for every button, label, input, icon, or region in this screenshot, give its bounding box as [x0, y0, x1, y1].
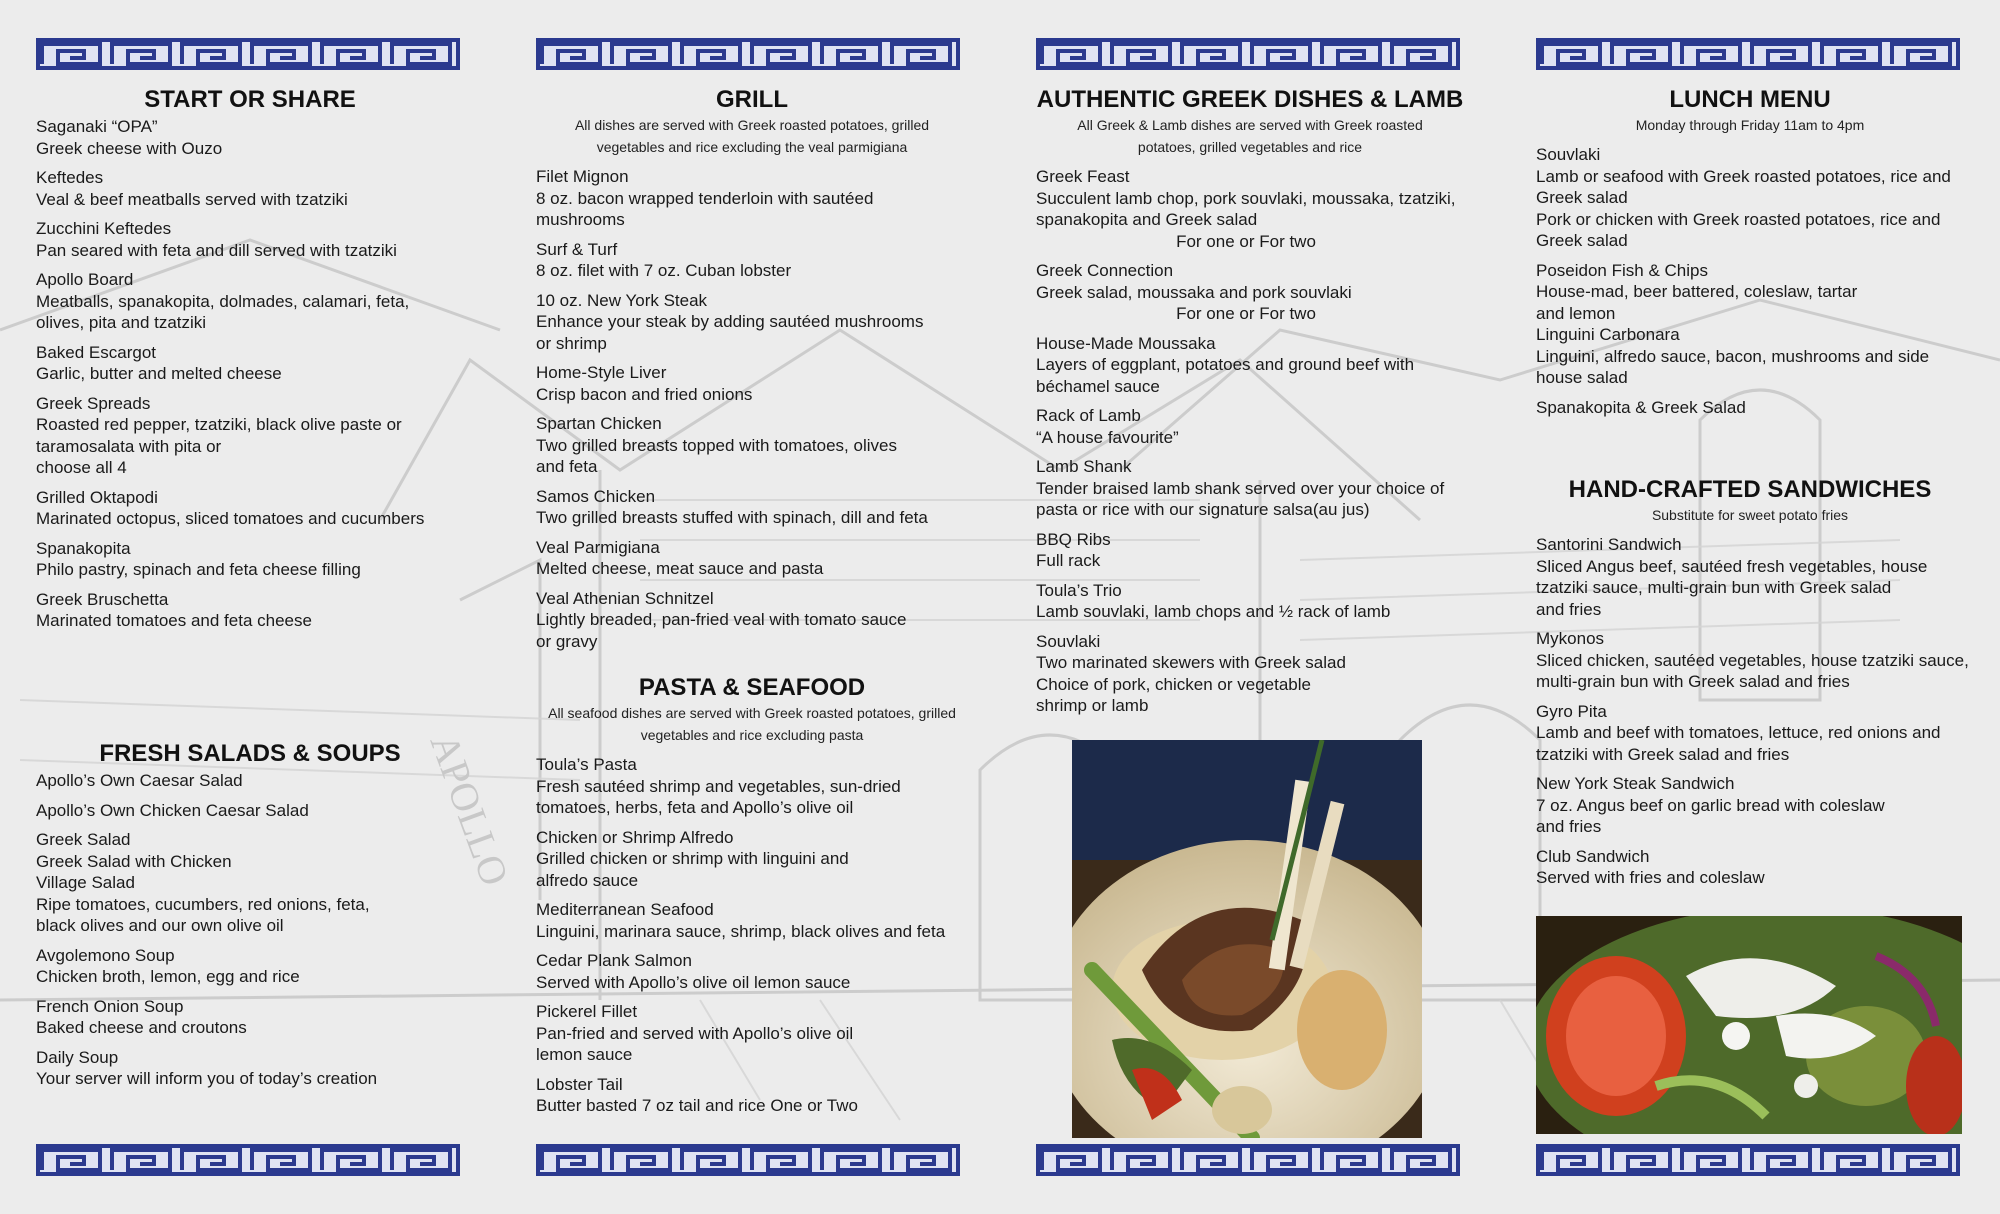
section-items	[1536, 534, 1976, 889]
section-title: FRESH SALADS & SOUPS	[99, 740, 401, 767]
section-title: HAND-CRAFTED SANDWICHES	[1568, 476, 1932, 503]
menu-item-description: Fresh sautéed shrimp and vegetables, sun-dried	[536, 776, 901, 796]
menu-item	[536, 290, 976, 355]
menu-item	[1536, 773, 1976, 838]
greek-key-border-bottom	[36, 1144, 460, 1176]
menu-item-description: Lightly breaded, pan-fried veal with tomato sauce	[536, 610, 907, 629]
menu-item-description: Marinated octopus, sliced tomatoes and cucumbers	[36, 509, 425, 528]
menu-item-name: House-Made Moussaka	[1036, 333, 1216, 353]
menu-item-description: and fries	[1536, 599, 1602, 619]
section-title: PASTA & SEAFOOD	[638, 674, 866, 701]
menu-item-description: alfredo sauce	[536, 870, 639, 890]
menu-item	[536, 1001, 976, 1066]
menu-item-description: “A house favourite”	[1036, 427, 1179, 447]
menu-item-name: BBQ Ribs	[1036, 529, 1111, 549]
section-items	[36, 116, 496, 632]
svg-text:APOLLO: APOLLO	[421, 727, 518, 892]
menu-column-1	[36, 0, 496, 1214]
menu-item	[36, 487, 496, 530]
menu-item-description: Sliced Angus beef, sautéed fresh vegetables, house	[1536, 556, 1928, 576]
menu-item-name: Daily Soup	[36, 1047, 119, 1067]
menu-item	[536, 413, 976, 478]
menu-item-description: Greek salad	[1536, 231, 1628, 250]
menu-item-description: Garlic, butter and melted cheese	[36, 364, 282, 383]
menu-item-name: Lobster Tail	[536, 1074, 623, 1094]
menu-item	[1036, 333, 1476, 398]
menu-item-name: Souvlaki	[1036, 631, 1101, 651]
menu-item-description: Chicken broth, lemon, egg and rice	[36, 967, 300, 986]
menu-item-description: Tender braised lamb shank served over your choice of	[1036, 478, 1445, 498]
menu-item-name: Poseidon Fish & Chips	[1536, 260, 1708, 280]
menu-item	[36, 116, 496, 159]
menu-item-description: tomatoes, herbs, feta and Apollo’s olive oil	[536, 798, 854, 817]
menu-item-description: Enhance your steak by adding sautéed mushrooms	[536, 312, 924, 331]
menu-item-name: Spartan Chicken	[536, 414, 662, 433]
menu-item-description: Philo pastry, spinach and feta cheese filling	[36, 560, 361, 579]
menu-item	[36, 770, 496, 792]
menu-item-description: béchamel sauce	[1036, 376, 1160, 396]
section-subtitle: All dishes are served with Greek roasted potatoes, grilled vegetables and rice excluding the veal parmigiana	[574, 117, 930, 155]
menu-item	[36, 538, 496, 581]
menu-item-description: Your server will inform you of today’s creation	[36, 1069, 378, 1088]
menu-item	[36, 269, 496, 334]
menu-item-description: Full rack	[1036, 551, 1101, 570]
menu-item-description: Linguini Carbonara	[1536, 325, 1680, 344]
menu-item-description: Pork or chicken with Greek roasted potatoes, rice and	[1536, 209, 1941, 229]
menu-item	[536, 537, 976, 580]
section-subtitle: All seafood dishes are served with Greek roasted potatoes, grilled vegetables and rice excluding pasta	[548, 705, 956, 743]
menu-item-description: Marinated tomatoes and feta cheese	[36, 611, 312, 630]
menu-item-name: New York Steak Sandwich	[1536, 774, 1735, 793]
menu-item-description: Roasted red pepper, tzatziki, black olive paste or	[36, 415, 402, 434]
menu-item-description: or gravy	[536, 631, 598, 651]
menu-item-name: Apollo’s Own Chicken Caesar Salad	[36, 800, 309, 820]
menu-item	[36, 218, 496, 261]
menu-item-name: Pickerel Fillet	[536, 1002, 638, 1021]
section-title: AUTHENTIC GREEK DISHES & LAMB	[1036, 86, 1464, 113]
menu-item-description: and feta	[536, 457, 598, 476]
section-title: LUNCH MENU	[1669, 86, 1831, 113]
menu-item-name: Filet Mignon	[536, 167, 629, 186]
greek-key-border-top	[1036, 38, 1460, 70]
menu-item-description: Greek salad, moussaka and pork souvlaki	[1036, 282, 1352, 302]
menu-item	[1036, 260, 1476, 325]
menu-item-name: Zucchini Keftedes	[36, 219, 172, 238]
menu-item-description: spanakopita and Greek salad	[1036, 210, 1258, 229]
menu-item	[536, 1074, 976, 1117]
section-subtitle: Monday through Friday 11am to 4pm	[1635, 117, 1865, 133]
menu-item-portion: For one or For two	[1176, 304, 1316, 323]
menu-item-name: Saganaki “OPA”	[36, 117, 158, 136]
menu-item-name: Toula’s Pasta	[536, 755, 637, 774]
menu-item-description: Layers of eggplant, potatoes and ground beef with	[1036, 355, 1415, 374]
menu-item-description: Greek Salad with Chicken	[36, 851, 232, 871]
menu-item-name: Gyro Pita	[1536, 701, 1607, 721]
menu-item-description: Greek cheese with Ouzo	[36, 138, 223, 158]
menu-item-description: Grilled chicken or shrimp with linguini and	[536, 849, 849, 868]
greek-key-border-bottom	[1536, 1144, 1960, 1176]
menu-item-description: Pan seared with feta and dill served with tzatziki	[36, 240, 397, 260]
greek-salad-photo	[1536, 916, 1962, 1134]
menu-item-description: Baked cheese and croutons	[36, 1018, 247, 1037]
menu-item-description: choose all 4	[36, 458, 127, 477]
menu-item-description: Sliced chicken, sautéed vegetables, house tzatziki sauce,	[1536, 650, 1969, 670]
menu-item-description: Pan-fried and served with Apollo’s olive oil	[536, 1023, 854, 1043]
menu-item-name: Home-Style Liver	[536, 363, 667, 382]
menu-item-name: Keftedes	[36, 168, 104, 187]
menu-item-description: Melted cheese, meat sauce and pasta	[536, 559, 824, 578]
greek-key-border-bottom	[536, 1144, 960, 1176]
menu-item-description: Village Salad	[36, 873, 135, 892]
menu-item	[1036, 529, 1476, 572]
greek-key-border-top	[36, 38, 460, 70]
menu-item-name: Rack of Lamb	[1036, 406, 1141, 425]
menu-item-description: House-mad, beer battered, coleslaw, tartar	[1536, 282, 1858, 301]
menu-item-description: Linguini, marinara sauce, shrimp, black olives and feta	[536, 921, 946, 941]
menu-item-name: Chicken or Shrimp Alfredo	[536, 827, 734, 847]
menu-item	[1536, 397, 1976, 419]
menu-item-description: olives, pita and tzatziki	[36, 313, 207, 332]
menu-item-name: Greek Connection	[1036, 261, 1174, 280]
menu-item-name: Samos Chicken	[536, 486, 656, 506]
menu-item-description: Choice of pork, chicken or vegetable	[1036, 674, 1311, 694]
menu-item-description: pasta or rice with our signature salsa(au jus)	[1036, 500, 1370, 519]
menu-item-description: 8 oz. filet with 7 oz. Cuban lobster	[536, 261, 792, 280]
menu-item	[536, 899, 976, 942]
menu-item	[36, 1047, 496, 1090]
menu-item-description: house salad	[1536, 368, 1628, 387]
menu-column-4	[1536, 0, 1996, 1214]
section-title: START OR SHARE	[144, 86, 356, 113]
menu-item-name: Mediterranean Seafood	[536, 900, 714, 919]
menu-item-description: shrimp or lamb	[1036, 696, 1149, 715]
menu-item	[36, 393, 496, 479]
menu-item-description: or shrimp	[536, 333, 607, 353]
menu-item-description: and fries	[1536, 817, 1602, 836]
menu-item	[36, 996, 496, 1039]
menu-item	[536, 827, 976, 892]
menu-item-description: Served with fries and coleslaw	[1536, 868, 1765, 887]
menu-item-name: Greek Salad	[36, 830, 131, 849]
section-items	[536, 166, 976, 652]
menu-column-3	[1036, 0, 1496, 1214]
menu-item-description: Meatballs, spanakopita, dolmades, calamari, feta,	[36, 291, 410, 311]
menu-item-description: taramosalata with pita or	[36, 436, 222, 456]
menu-item	[36, 829, 496, 937]
menu-item-name: Grilled Oktapodi	[36, 487, 158, 507]
menu-item	[536, 362, 976, 405]
menu-item	[536, 754, 976, 819]
menu-item-name: Greek Bruschetta	[36, 589, 169, 609]
menu-item-name: Spanakopita & Greek Salad	[1536, 397, 1746, 417]
menu-item	[1536, 701, 1976, 766]
menu-item	[1036, 580, 1476, 623]
menu-item-description: Ripe tomatoes, cucumbers, red onions, feta,	[36, 894, 370, 914]
menu-item	[536, 486, 976, 529]
section-items	[1036, 166, 1476, 717]
menu-item-name: Mykonos	[1536, 629, 1605, 648]
menu-item-name: Veal Parmigiana	[536, 537, 660, 557]
menu-item	[1536, 534, 1976, 620]
section-items	[1536, 144, 1976, 418]
menu-item-description: Two grilled breasts stuffed with spinach, dill and feta	[536, 508, 928, 527]
greek-key-border-top	[1536, 38, 1960, 70]
menu-item-description: Served with Apollo’s olive oil lemon sauce	[536, 972, 851, 992]
menu-item-name: Toula’s Trio	[1036, 580, 1122, 600]
menu-item-description: mushrooms	[536, 210, 625, 229]
menu-item	[36, 800, 496, 822]
menu-item-name: Club Sandwich	[1536, 846, 1650, 866]
menu-item	[1036, 166, 1476, 252]
menu-item-description: tzatziki sauce, multi-grain bun with Greek salad	[1536, 578, 1892, 597]
menu-item	[536, 166, 976, 231]
menu-item	[1036, 631, 1476, 717]
greek-key-border-bottom	[1036, 1144, 1460, 1176]
menu-item-description: Crisp bacon and fried onions	[536, 384, 753, 404]
menu-item	[36, 945, 496, 988]
menu-item	[536, 239, 976, 282]
menu-item	[1036, 456, 1476, 521]
menu-item-name: Santorini Sandwich	[1536, 535, 1682, 554]
section-items	[536, 754, 976, 1117]
menu-item-name: French Onion Soup	[36, 996, 184, 1016]
menu-item	[36, 589, 496, 632]
menu-item-description: Lamb or seafood with Greek roasted potatoes, rice and	[1536, 166, 1951, 186]
menu-item-name: Spanakopita	[36, 538, 131, 558]
menu-item	[1536, 846, 1976, 889]
menu-item-description: Two grilled breasts topped with tomatoes, olives	[536, 435, 897, 455]
section-title: GRILL	[716, 86, 788, 113]
menu-item-description: tzatziki with Greek salad and fries	[1536, 744, 1790, 764]
menu-item	[1536, 260, 1976, 389]
menu-column-2	[536, 0, 996, 1214]
menu-item-name: Veal Athenian Schnitzel	[536, 588, 714, 608]
menu-item	[1536, 628, 1976, 693]
menu-item-name: Greek Feast	[1036, 167, 1130, 186]
menu-item	[536, 950, 976, 993]
menu-item-description: Succulent lamb chop, pork souvlaki, moussaka, tzatziki,	[1036, 188, 1456, 208]
menu-item-description: black olives and our own olive oil	[36, 916, 284, 935]
menu-item-description: lemon sauce	[536, 1045, 633, 1064]
menu-item-name: Baked Escargot	[36, 342, 157, 362]
menu-item-description: 8 oz. bacon wrapped tenderloin with sautéed	[536, 188, 874, 208]
menu-item-description: Lamb souvlaki, lamb chops and ½ rack of lamb	[1036, 602, 1391, 621]
menu-item-description: Lamb and beef with tomatoes, lettuce, red onions and	[1536, 723, 1941, 742]
menu-item-name: Lamb Shank	[1036, 457, 1132, 476]
menu-item-name: Apollo Board	[36, 270, 134, 289]
menu-item-name: Souvlaki	[1536, 145, 1601, 164]
menu-item-name: Cedar Plank Salmon	[536, 951, 692, 970]
menu-item-name: Apollo’s Own Caesar Salad	[36, 771, 243, 790]
menu-item	[1036, 405, 1476, 448]
menu-item-description: Greek salad	[1536, 188, 1628, 207]
lamb-chops-photo	[1072, 740, 1422, 1138]
menu-item-description: multi-grain bun with Greek salad and fries	[1536, 672, 1850, 691]
menu-item-name: Surf & Turf	[536, 239, 618, 259]
menu-item	[536, 588, 976, 653]
section-subtitle: All Greek & Lamb dishes are served with Greek roasted potatoes, grilled vegetables and rice	[1077, 117, 1423, 155]
menu-item	[36, 342, 496, 385]
menu-item-name: Greek Spreads	[36, 393, 151, 413]
menu-item-description: 7 oz. Angus beef on garlic bread with coleslaw	[1536, 795, 1885, 815]
menu-item-description: Two marinated skewers with Greek salad	[1036, 653, 1346, 672]
menu-item-name: 10 oz. New York Steak	[536, 290, 708, 310]
menu-item	[36, 167, 496, 210]
menu-item-portion: For one or For two	[1176, 231, 1316, 251]
section-subtitle: Substitute for sweet potato fries	[1651, 507, 1849, 523]
menu-item-name: Avgolemono Soup	[36, 945, 175, 965]
menu-item-description: Butter basted 7 oz tail and rice One or Two	[536, 1096, 858, 1115]
section-items	[36, 770, 496, 1090]
greek-key-border-top	[536, 38, 960, 70]
menu-item-description: Veal & beef meatballs served with tzatziki	[36, 189, 348, 209]
menu-item-description: Linguini, alfredo sauce, bacon, mushrooms and side	[1536, 346, 1930, 366]
menu-item	[1536, 144, 1976, 252]
menu-item-description: and lemon	[1536, 303, 1616, 323]
